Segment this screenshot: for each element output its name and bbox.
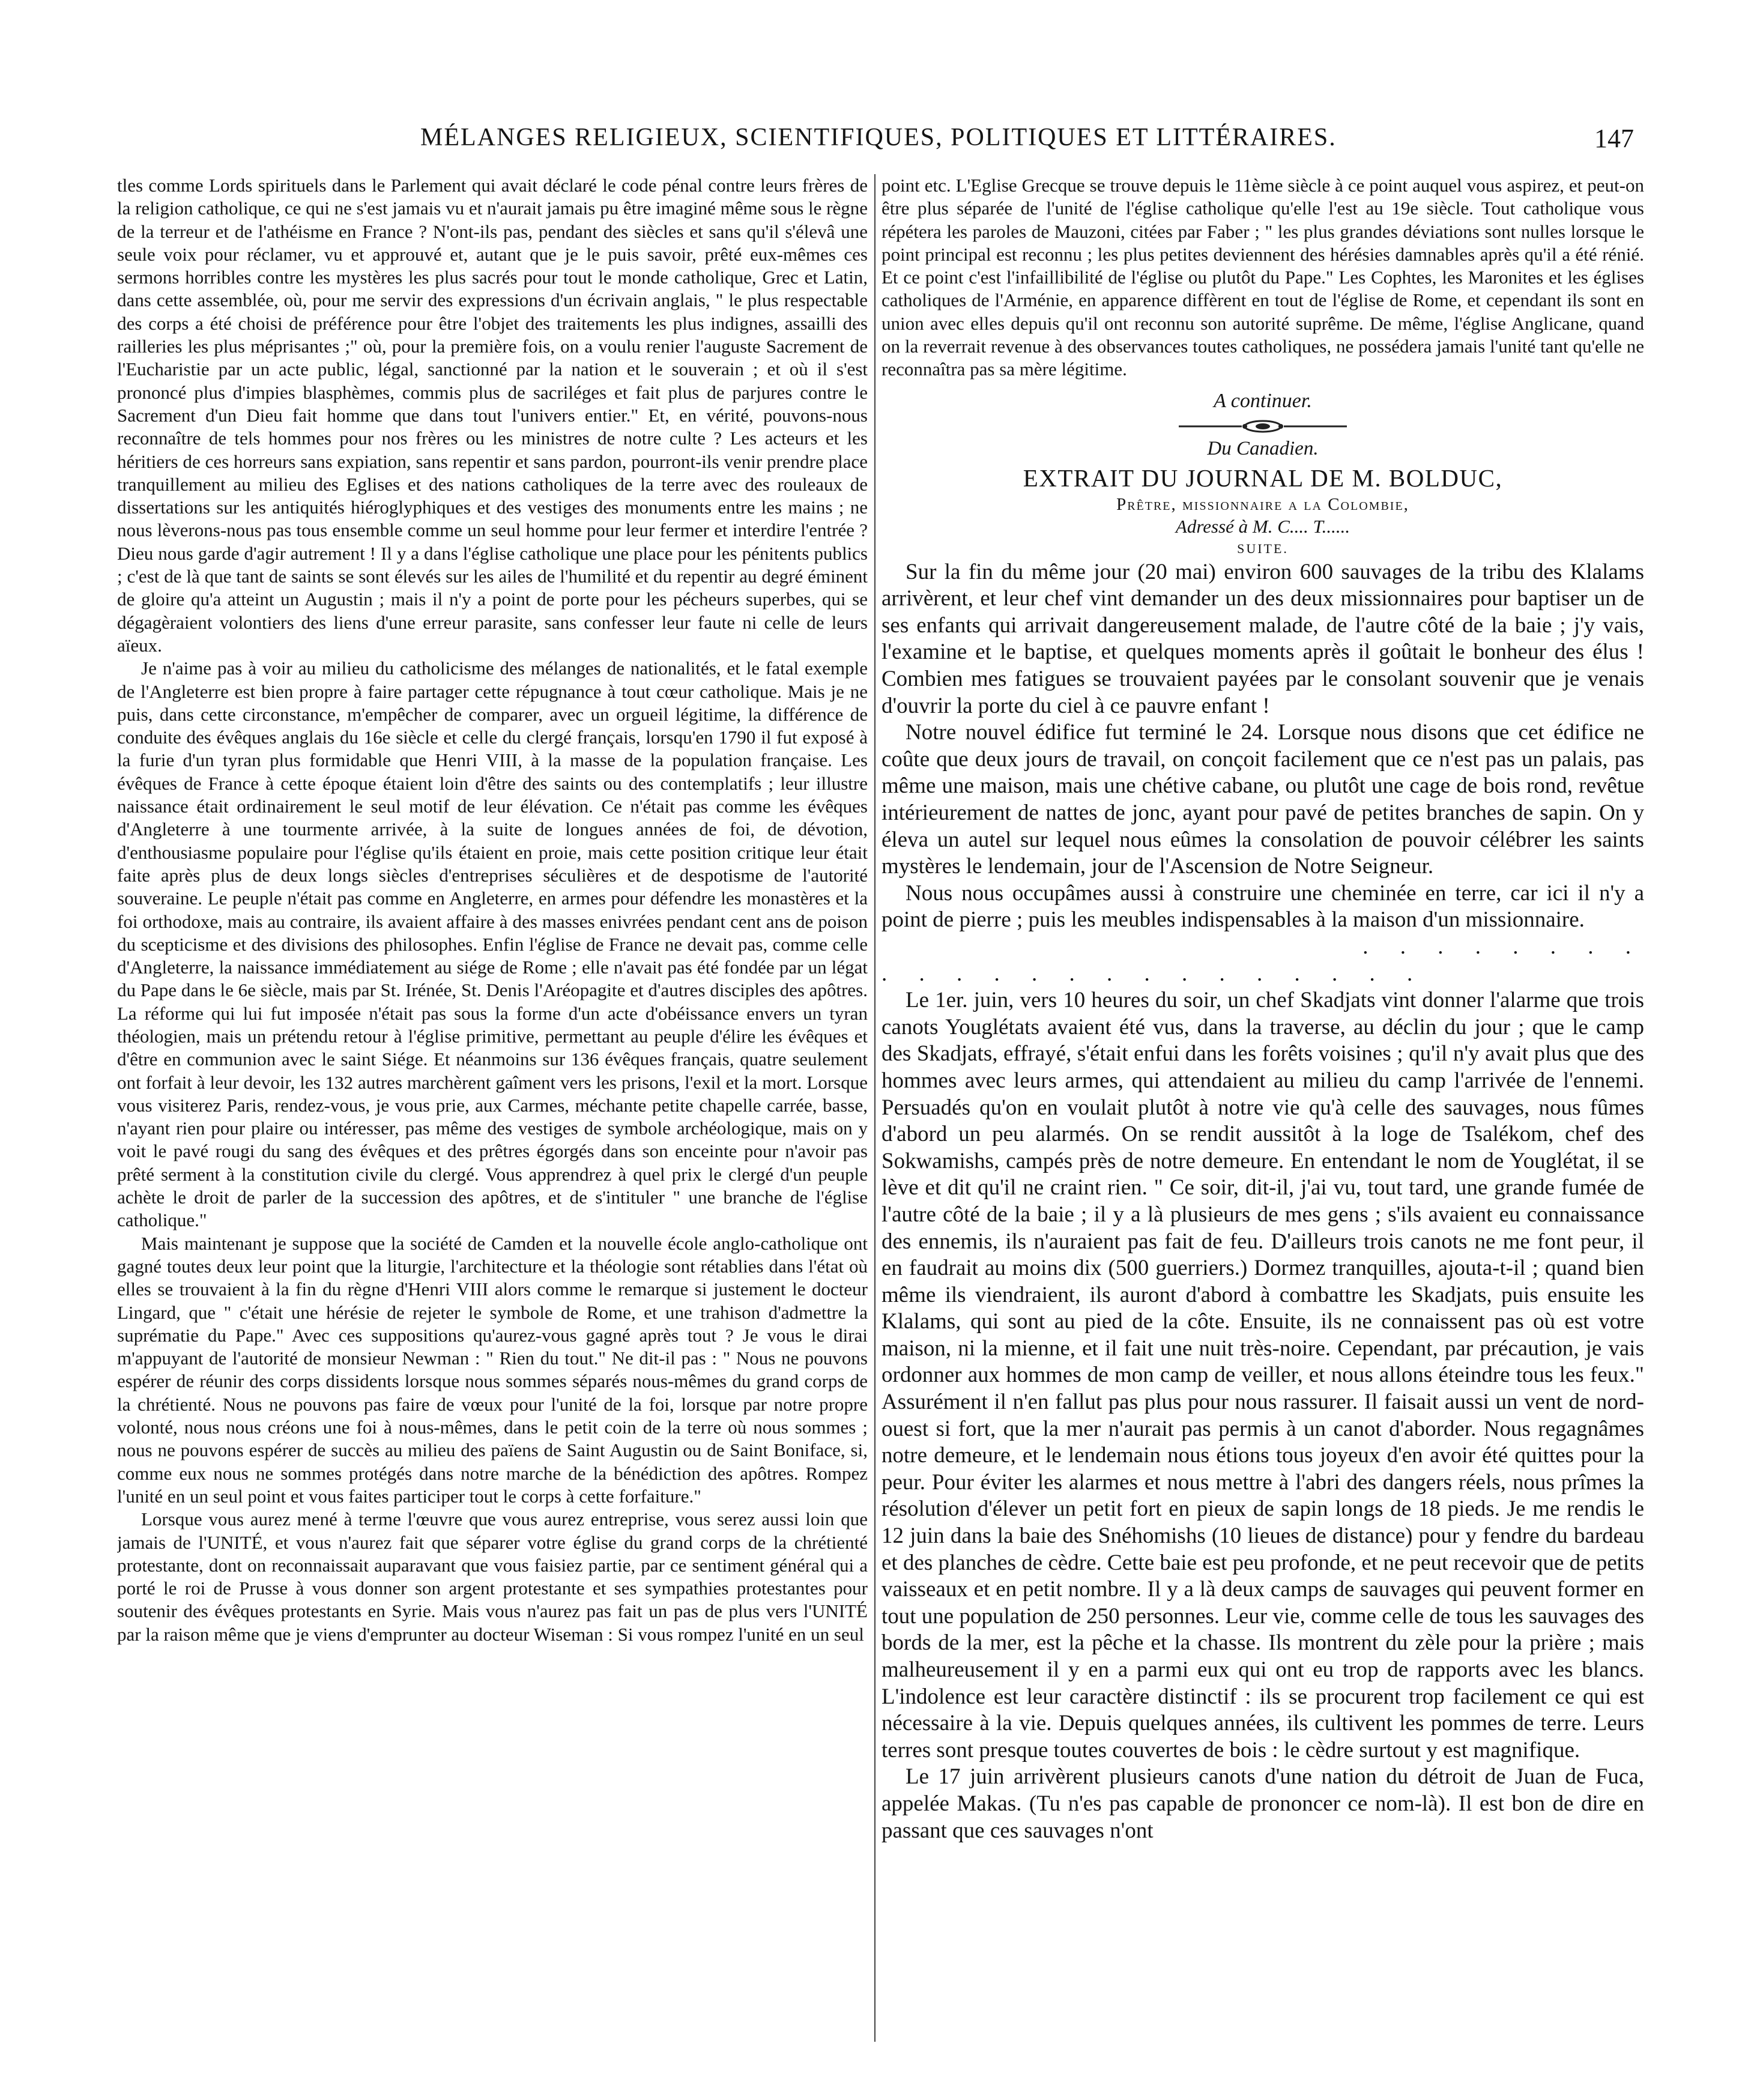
left-paragraph-2: Je n'aime pas à voir au milieu du catholicisme des mélanges de nationalités, et le fatal exemple de l'Angleterre est bien propre à faire partager cette répugnance à tout cœur catholique. Mais je ne puis, dans cette circonstance, m'empêcher de comparer, avec un orgueil légitime, la différence de conduite des évêques anglais du 16e siècle et celle du clergé français, lorsqu'en 1790 il fut exposé à la furie d'un tyran plus formidable que Henri VIII, à la masse de la population française. Les évêques de France à cette époque étaient loin d'être des saints ou des contemplatifs ; leur illustre naissance était ordinairement le seul motif de leur élévation. Ce n'était pas comme les évêques d'Angleterre à une tourmente arrivée, à la suite de longues années de foi, de dévotion, d'enthousiasme populaire pour l'église qu'ils étaient en proie, mais cette position critique leur était faite après plus de deux longs siècles d'entreprises séculières et de despotisme de l'autorité souveraine. Le peuple n'était pas comme en Angleterre, en armes pour défendre les monastères et la foi orthodoxe, mais au contraire, ils avaient affaire à des masses enivrées pendant cent ans de poison du scepticisme et des divisions des philosophes. Enfin l'église de France ne devait pas, comme celle d'Angleterre, la naissance immédiatement au siége de Rome ; elle n'avait pas été fondée par un légat du Pape dans le 6e siècle, mais par St. Irénée, St. Denis l'Aréopagite et d'autres disciples des apôtres. La réforme qui lui fut imposée n'était pas sous la forme d'un acte d'obéissance envers un tyran théologien, mais un prétendu retour à l'église primitive, permettant au peuple d'élire les évêques et d'être en communion avec le saint Siége. Et néanmoins sur 136 évêques français, quatre seulement ont forfait à leur devoir, les 132 autres marchèrent gaîment vers les prisons, l'exil et la mort. Lorsque vous visiterez Paris, rendez-vous, je vous prie, aux Carmes, méchante petite chapelle carrée, basse, n'ayant rien pour plaire ou intéresser, pas même des vestiges de symbole archéologique, mais on y voit le pavé rougi du sang des évêques et des prêtres égorgés dans son enceinte pour n'avoir pas prêté serment à la constitution civile du clergé. Vous apprendrez à quel prix le clergé d'un peuple achète le droit de parler de la succession des apôtres, et de s'intituler " une branche de l'église catholique." (117, 658, 868, 1231)
left-column (117, 174, 868, 2066)
right-paragraph-4: Nous nous occupâmes aussi à construire une cheminée en terre, car ici il n'y a point de pierre ; puis les meubles indispensables à la maison d'un missionnaire. (882, 880, 1644, 933)
right-paragraph-2: Sur la fin du même jour (20 mai) environ 600 sauvages de la tribu des Klalams arrivèrent, et leur chef vint demander un des deux missionnaires pour baptiser un de ses enfants qui arrivait dangereusement malade, de l'autre côté de la baie ; j'y vais, l'examine et le baptise, et quelques moments après il goûtait le bonheur des élus ! Combien mes fatigues se trouvaient payées par le consolant souvenir que je venais d'ouvrir la porte du ciel à ce pauvre enfant ! (882, 559, 1644, 718)
page-header (126, 123, 1634, 165)
right-paragraph-1: point etc. L'Eglise Grecque se trouve depuis le 11ème siècle à ce point auquel vous aspirez, et peut-on être plus séparée de l'unité de l'église catholique qu'elle l'est au 19e siècle. Tout catholique vous répétera les paroles de Mauzoni, citées par Faber ; " les plus grandes déviations sont nulles lorsque le point principal est reconnu ; les plus petites deviennent des hérésies damnables après qu'il a été rénié. Et ce point c'est l'infaillibilité de l'église ou plutôt du Pape." Les Cophtes, les Maronites et les églises catholiques de l'Arménie, en apparence diffèrent en tout de l'église de Rome, et cependant ils sont en union avec elles depuis qu'il ont reconnu son autorité suprême. De même, l'église Anglicane, quand on la reverrait revenue à des observances toutes catholiques, ne possédera jamais l'unité tant qu'elle ne reconnaîtra pas sa mère légitime. (882, 175, 1644, 380)
ornament-icon (1173, 419, 1353, 434)
left-paragraph-3: Mais maintenant je suppose que la société de Camden et la nouvelle école anglo-catholique ont gagné toutes deux leur point que la liturgie, l'architecture et la théologie sont rétablies dans l'état où elles se trouvaient à la fin du règne d'Henri VIII alors comme le remarque si justement le docteur Lingard, que " c'était une hérésie de rejeter le symbole de Rome, et une trahison d'admettre la suprématie du Pape." Avec ces suppositions qu'aurez-vous gagné après tout ? Je vous le dirai m'appuyant de l'autorité de monsieur Newman : " Rien du tout." Ne dit-il pas : " Nous ne pouvons espérer de réunir des corps dissidents lorsque nous sommes séparés nous-mêmes du grand corps de la chrétienté. Nous ne pouvons pas faire de vœux pour l'unité de la foi, lorsque par notre propre volonté, nous nous créons une foi à nous-mêmes, dans le petit coin de la terre où nous sommes ; nous ne pouvons espérer de succès au milieu des païens de Saint Augustin ou de Saint Boniface, si, comme eux nous ne sommes protégés dans notre marche de la bénédiction des apôtres. Rompez l'unité en un seul point et vous faites participer tout le corps à cette forfaiture." (117, 1232, 868, 1507)
ellipsis-line-2: . . . . . . . . . . . . . . . (882, 961, 1426, 986)
a-continuer: A continuer. (1214, 389, 1312, 412)
right-column (882, 174, 1644, 2066)
article-address: Adressé à M. C.... T...... (1175, 515, 1350, 537)
left-paragraph-1: tles comme Lords spirituels dans le Parlement qui avait déclaré le code pénal contre leurs frères de la religion catholique, ce qui ne s'est jamais vu et n'aurait jamais pu être imaginé même sous le règne de la terreur et de l'athéisme en France ? N'ont-ils pas, pendant des siècles et sans qu'il s'élevâ une seule voix pour réclamer, vu et approuvé et, autant que je le puis savoir, prêté eux-mêmes ces sermons horribles contre les mystères les plus sacrés pour tout le monde catholique, Grec et Latin, dans cette assemblée, où, pour me servir des expressions d'un écrivain anglais, " le plus respectable des corps a été choisi de préférence pour être l'objet des traitements les plus indignes, assailli des railleries les plus méprisantes ;" où, pour la première fois, on a voulu renier l'auguste Sacrement de l'Eucharistie par un acte public, légal, sanctionné par la nation et le souverain ; et où il s'est prononcé plus d'impies blasphèmes, commis plus de sacriléges et fait plus de parjures contre le Sacrement d'un Dieu fait homme que dans tout l'univers entier." Et, en vérité, pouvons-nous reconnaître de tels hommes pour nos frères ou les ministres de notre culte ? Les acteurs et les héritiers de ces horreurs sans expiation, sans repentir et sans pardon, pourront-ils venir prendre place tranquillement au milieu des Eglises et des nations catholiques de la terre avec des rouleaux de dissertations sur les antiquités hiéroglyphiques et des vestiges des monuments entre les mains ; ne nous lèverons-nous pas tous ensemble comme un seul homme pour leur fermer et interdire l'entrée ? Dieu nous garde d'agir autrement ! Il y a dans l'église catholique une place pour les pénitents publics ; c'est de là que tant de saints se sont élevés sur les ailes de l'humilité et du repentir au degré éminent de gloire qu'a atteint un Augustin ; mais il n'y a point de porte pour les pécheurs superbes, qui se dégagèraient volontiers des liens d'une erreur parasite, sans confesser leur faute ni celle de leurs aïeux. (117, 175, 868, 656)
right-paragraph-6: Le 17 juin arrivèrent plusieurs canots d'une nation du détroit de Juan de Fuca, appelée Makas. (Tu n'es pas capable de prononcer ce nom-là). Il est bon de dire en passant que ces sauvages n'ont (882, 1764, 1644, 1843)
article-suite: SUITE. (1237, 540, 1289, 556)
ornament-divider (882, 419, 1644, 434)
column-divider (874, 174, 875, 2042)
article-title: EXTRAIT DU JOURNAL DE M. BOLDUC, (1023, 464, 1503, 492)
ellipsis-line-1: . . . . . . . . (1362, 934, 1644, 959)
source-line: Du Canadien. (1207, 437, 1319, 459)
running-title: MÉLANGES RELIGIEUX, SCIENTIFIQUES, POLITIQUES ET LITTÉRAIRES. (420, 124, 1337, 151)
article-subtitle: Prêtre, missionnaire a la Colombie, (1116, 494, 1409, 514)
right-paragraph-5: Le 1er. juin, vers 10 heures du soir, un chef Skadjats vint donner l'alarme que trois canots Youglétats avaient été vus, dans la traverse, au déclin du jour ; que le camp des Skadjats, effrayé, s'était enfui dans les forêts voisines ; qu'il n'y avait plus que des hommes avec leurs armes, qui attendaient au milieu du camp l'arrivée de l'ennemi. Persuadés qu'on en voulait plutôt à notre vie qu'à celle des sauvages, nous fûmes d'abord un peu alarmés. On se rendit aussitôt à la loge de Tsalékom, chef des Sokwamishs, campés près de notre demeure. En entendant le nom de Youglétat, il se lève et dit qu'il ne craint rien. " Ce soir, dit-il, j'ai vu, tout tard, une grande fumée de l'autre côté de la baie ; il y a là plusieurs de mes gens ; s'ils avaient eu connaissance des ennemis, ils n'auraient pas fait de feu. D'ailleurs trois canots ne me font peur, il en faudrait au moins dix (500 guerriers.) Dormez tranquilles, ajouta-t-il ; quand bien même ils viendraient, ils auront d'abord à combattre les Skadjats, puis ensuite les Klalams, qui sont au pied de la côte. Ensuite, ils ne connaissent pas où est votre maison, ni la mienne, et il fait une nuit très-noire. Cependant, par précaution, je vais ordonner aux hommes de mon camp de veiller, et nous allons éteindre tous les feux." Assurément il n'en fallut pas plus pour nous rassurer. Il faisait aussi un vent de nord-ouest si fort, que la mer n'aurait pas permis à un canot d'aborder. Nous regagnâmes notre demeure, et le lendemain nous étions tous joyeux d'en avoir été quittes pour la peur. Pour éviter les alarmes et nous mettre à l'abri des dangers réels, nous prîmes la résolution d'élever un petit fort en pieux de sapin longs de 18 pieds. Je me rendis le 12 juin dans la baie des Snéhomishs (10 lieues de distance) pour y fendre du bardeau et des planches de cèdre. Cette baie est peu profonde, et ne peut recevoir que de petits vaisseaux et en petit nombre. Il y a là deux camps de sauvages qui peuvent former en tout une population de 250 personnes. Leur vie, comme celle de tous les sauvages des bords de la mer, est la pêche et la chasse. Ils montrent du zèle pour la prière ; mais malheureusement il y en a parmi eux qui ont eu trop de rapports avec les blancs. L'indolence est leur caractère distinctif : ils se procurent trop facilement ce qui est nécessaire à la vie. Depuis quelques années, ils cultivent les pommes de terre. Leurs terres sont presque toutes couvertes de bois : le cèdre surtout y est magnifique. (882, 988, 1644, 1763)
page-number: 147 (1594, 124, 1634, 153)
right-paragraph-3: Notre nouvel édifice fut terminé le 24. Lorsque nous disons que cet édifice ne coûte que deux jours de travail, on conçoit facilement que ce n'est pas un palais, pas même une maison, mais une chétive cabane, ou plutôt une cage de bois rond, revêtue intérieurement de nattes de jonc, ayant pour pavé de petites branches de sapin. On y éleva un autel sur lequel nous eûmes la consolation de pouvoir célébrer les saints mystères le lendemain, jour de l'Ascension de Notre Seigneur. (882, 720, 1644, 879)
left-paragraph-4: Lorsque vous aurez mené à terme l'œuvre que vous aurez entreprise, vous serez aussi loin que jamais de l'UNITÉ, et vous n'aurez fait que séparer votre église du grand corps de la chrétienté protestante, dont on reconnaissait auparavant que vous faisiez partie, par ce sentiment général qui a porté le roi de Prusse à vous donner son argent protestante et ses sympathies protestantes pour soutenir des évêques protestants en Syrie. Mais vous n'aurez pas fait un pas de plus vers l'UNITÉ par la raison même que je viens d'emprunter au docteur Wiseman : Si vous rompez l'unité en un seul (117, 1508, 868, 1645)
